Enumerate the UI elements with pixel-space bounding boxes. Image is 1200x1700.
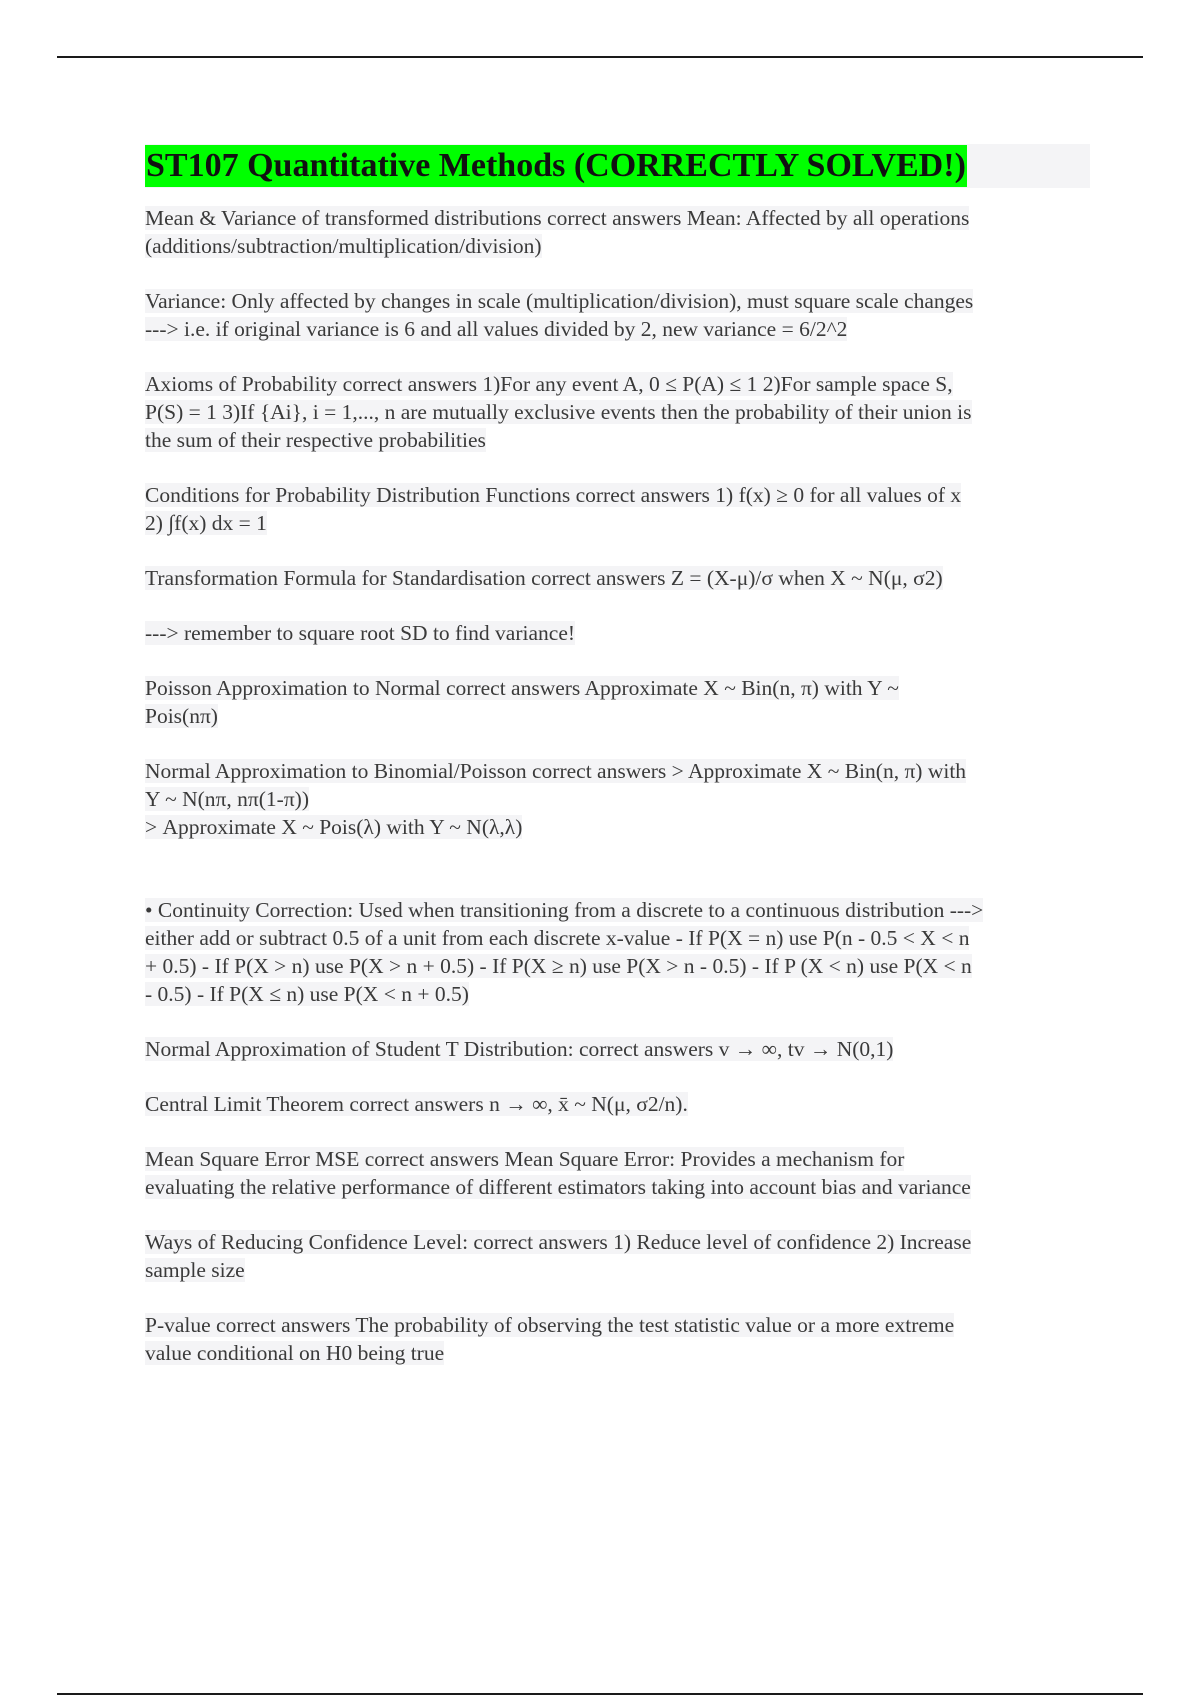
entry-central-limit: Central Limit Theorem correct answers n → ∞, x̄ ~ N(μ, σ2/n). bbox=[145, 1092, 688, 1116]
entry-p-value: P-value correct answers The probability of observing the test statistic value or a more extreme value conditional on H0 being true bbox=[145, 1313, 955, 1365]
entry-list bbox=[145, 204, 1090, 1367]
document-title: ST107 Quantitative Methods (CORRECTLY SOLVED!) bbox=[145, 145, 967, 187]
entry-mse: Mean Square Error MSE correct answers Mean Square Error: Provides a mechanism for evaluating the relative performance of different estimators taking into account bias and variance bbox=[145, 1147, 971, 1199]
entry-reducing-confidence: Ways of Reducing Confidence Level: correct answers 1) Reduce level of confidence 2) Increase sample size bbox=[145, 1230, 972, 1282]
entry-normal-approx: Normal Approximation to Binomial/Poisson correct answers > Approximate X ~ Bin(n, π) with Y ~ N(nπ, nπ(1-π)) > Approximate X ~ Pois(λ) with Y ~ N(λ,λ) bbox=[145, 759, 967, 839]
title-band bbox=[145, 144, 1090, 188]
bottom-rule bbox=[57, 1693, 1143, 1695]
entry-poisson-approx: Poisson Approximation to Normal correct answers Approximate X ~ Bin(n, π) with Y ~ Pois(nπ) bbox=[145, 676, 899, 728]
entry-axioms-probability: Axioms of Probability correct answers 1)For any event A, 0 ≤ P(A) ≤ 1 2)For sample space S, P(S) = 1 3)If {Ai}, i = 1,..., n are mutually exclusive events then the probability of their union is the sum of their respective probabilities bbox=[145, 372, 972, 452]
document-body bbox=[145, 144, 1090, 1394]
top-rule bbox=[57, 56, 1143, 58]
entry-continuity-correction: • Continuity Correction: Used when transitioning from a discrete to a continuous distribution ---> either add or subtract 0.5 of a unit from each discrete x-value - If P(X = n) use P(n - 0.5 < X < n + 0.5) - If P(X > n) use P(X > n + 0.5) - If P(X ≥ n) use P(X > n - 0.5) - If P (X < n) use P(X < n - 0.5) - If P(X ≤ n) use P(X < n + 0.5) bbox=[145, 898, 984, 1006]
entry-mean-variance-transformed: Mean & Variance of transformed distributions correct answers Mean: Affected by all operations (additions/subtraction/multiplication/division) bbox=[145, 206, 970, 258]
entry-pdf-conditions: Conditions for Probability Distribution Functions correct answers 1) f(x) ≥ 0 for all values of x 2) ∫f(x) dx = 1 bbox=[145, 483, 962, 535]
entry-standardisation: Transformation Formula for Standardisation correct answers Z = (X-μ)/σ when X ~ N(μ, σ2) bbox=[145, 566, 943, 590]
entry-student-t: Normal Approximation of Student T Distribution: correct answers v → ∞, tv → N(0,1) bbox=[145, 1037, 894, 1061]
entry-square-root-note: ---> remember to square root SD to find variance! bbox=[145, 621, 576, 645]
entry-variance-scale: Variance: Only affected by changes in scale (multiplication/division), must square scale changes ---> i.e. if original variance is 6 and all values divided by 2, new variance = 6/2^2 bbox=[145, 289, 974, 341]
